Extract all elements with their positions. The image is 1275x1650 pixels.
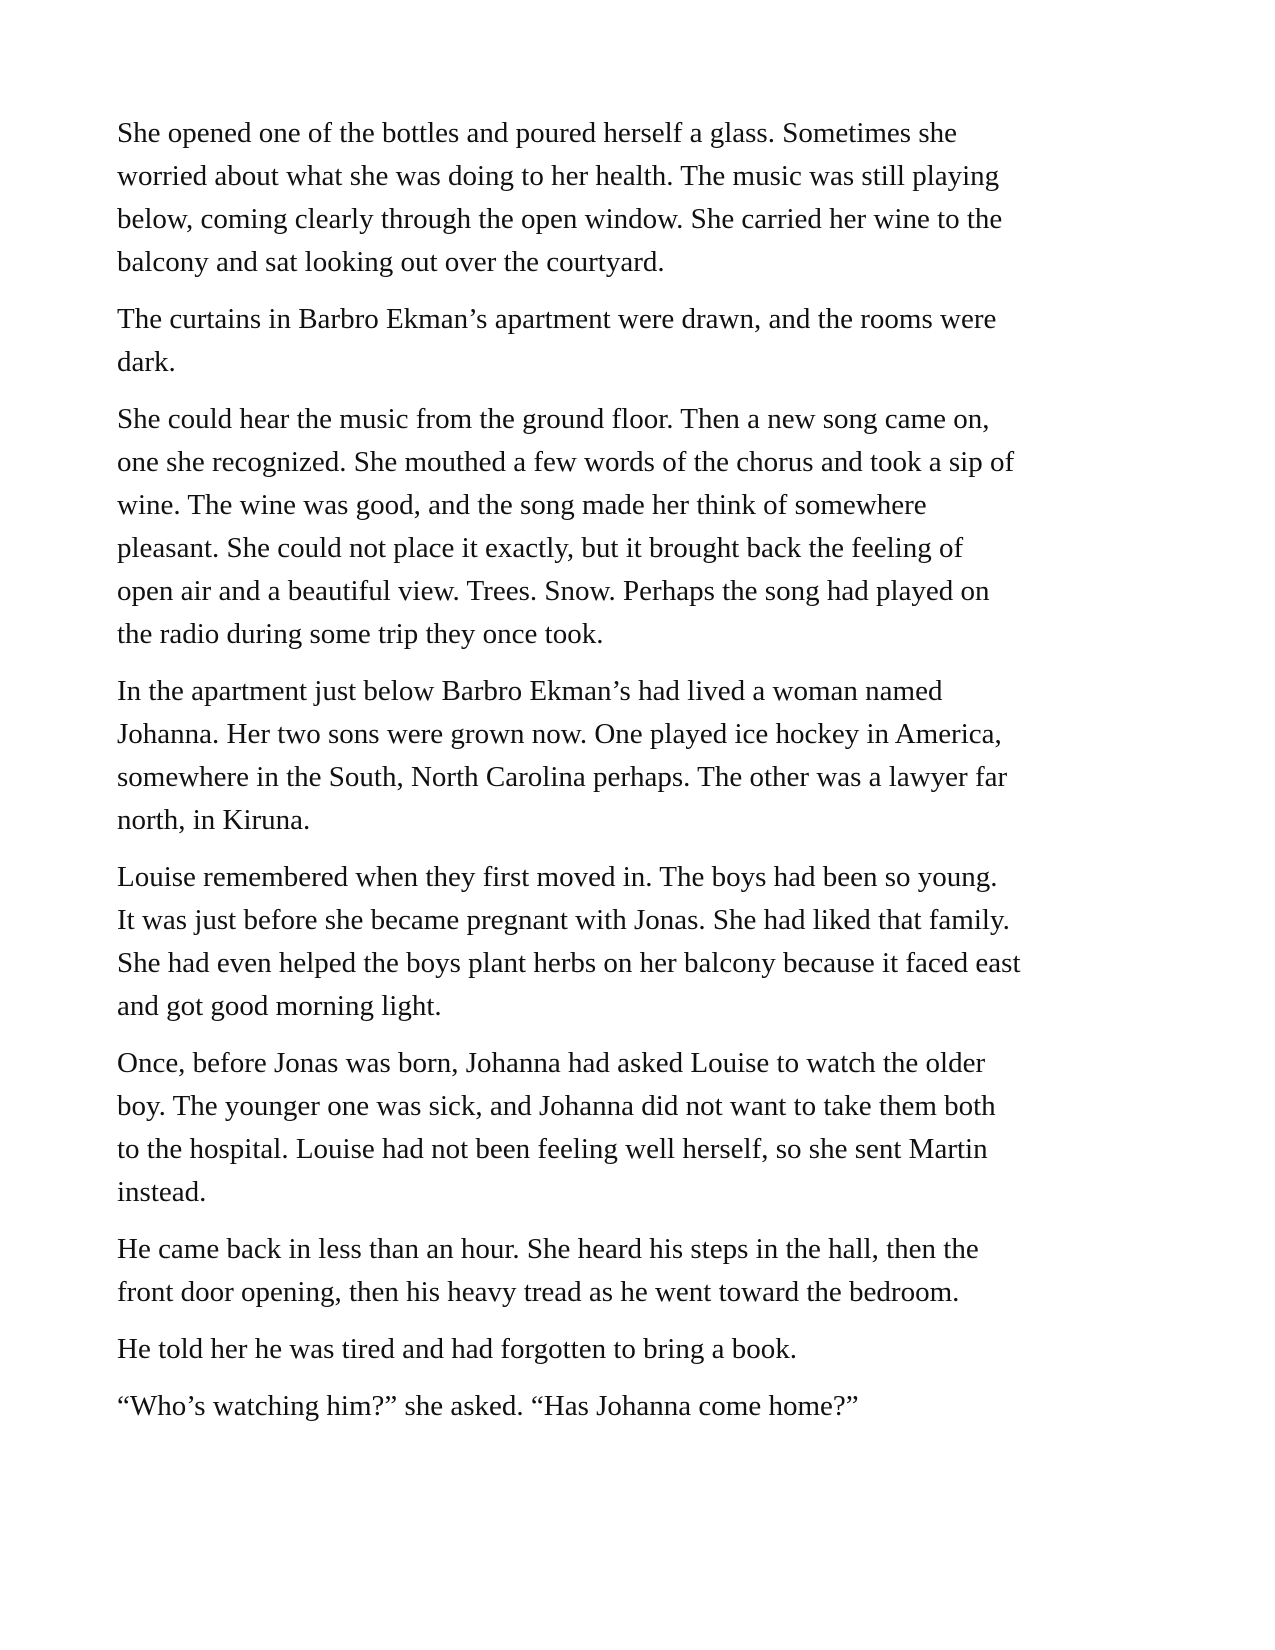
text-line: north, in Kiruna. <box>117 804 311 836</box>
text-line: Louise remembered when they first moved in. The boys had been so young. <box>117 861 998 893</box>
text-line: Once, before Jonas was born, Johanna had asked Louise to watch the older <box>117 1047 986 1079</box>
text-line: boy. The younger one was sick, and Johanna did not want to take them both <box>117 1090 996 1122</box>
text-line: dark. <box>117 346 176 378</box>
text-line: She had even helped the boys plant herbs on her balcony because it faced east <box>117 947 1021 979</box>
text-line: She opened one of the bottles and poured herself a glass. Sometimes she <box>117 117 957 149</box>
text-line: wine. The wine was good, and the song made her think of somewhere <box>117 489 927 521</box>
paragraph-2 <box>117 298 1167 384</box>
paragraph-6 <box>117 1042 1167 1214</box>
text-line: He came back in less than an hour. She heard his steps in the hall, then the <box>117 1233 979 1265</box>
text-line: and got good morning light. <box>117 990 442 1022</box>
text-line: instead. <box>117 1176 207 1208</box>
text-line: The curtains in Barbro Ekman’s apartment were drawn, and the rooms were <box>117 303 997 335</box>
text-line: balcony and sat looking out over the courtyard. <box>117 246 665 278</box>
text-line: She could hear the music from the ground floor. Then a new song came on, <box>117 403 990 435</box>
text-line: worried about what she was doing to her health. The music was still playing <box>117 160 1000 192</box>
document-page <box>117 112 1167 1442</box>
text-line: the radio during some trip they once took. <box>117 618 604 650</box>
text-line: one she recognized. She mouthed a few words of the chorus and took a sip of <box>117 446 1015 478</box>
paragraph-7 <box>117 1228 1167 1314</box>
paragraph-1 <box>117 112 1167 284</box>
text-line: Johanna. Her two sons were grown now. One played ice hockey in America, <box>117 718 1002 750</box>
text-line: front door opening, then his heavy tread as he went toward the bedroom. <box>117 1276 960 1308</box>
paragraph-9 <box>117 1385 1167 1428</box>
text-line: “Who’s watching him?” she asked. “Has Johanna come home?” <box>117 1390 859 1422</box>
paragraph-3 <box>117 398 1167 656</box>
text-line: In the apartment just below Barbro Ekman’s had lived a woman named <box>117 675 943 707</box>
text-line: pleasant. She could not place it exactly, but it brought back the feeling of <box>117 532 964 564</box>
paragraph-8 <box>117 1328 1167 1371</box>
text-line: open air and a beautiful view. Trees. Snow. Perhaps the song had played on <box>117 575 990 607</box>
paragraph-5 <box>117 856 1167 1028</box>
text-line: He told her he was tired and had forgotten to bring a book. <box>117 1333 797 1365</box>
text-line: somewhere in the South, North Carolina perhaps. The other was a lawyer far <box>117 761 1008 793</box>
text-line: to the hospital. Louise had not been feeling well herself, so she sent Martin <box>117 1133 988 1165</box>
text-line: below, coming clearly through the open window. She carried her wine to the <box>117 203 1003 235</box>
paragraph-4 <box>117 670 1167 842</box>
text-line: It was just before she became pregnant with Jonas. She had liked that family. <box>117 904 1010 936</box>
